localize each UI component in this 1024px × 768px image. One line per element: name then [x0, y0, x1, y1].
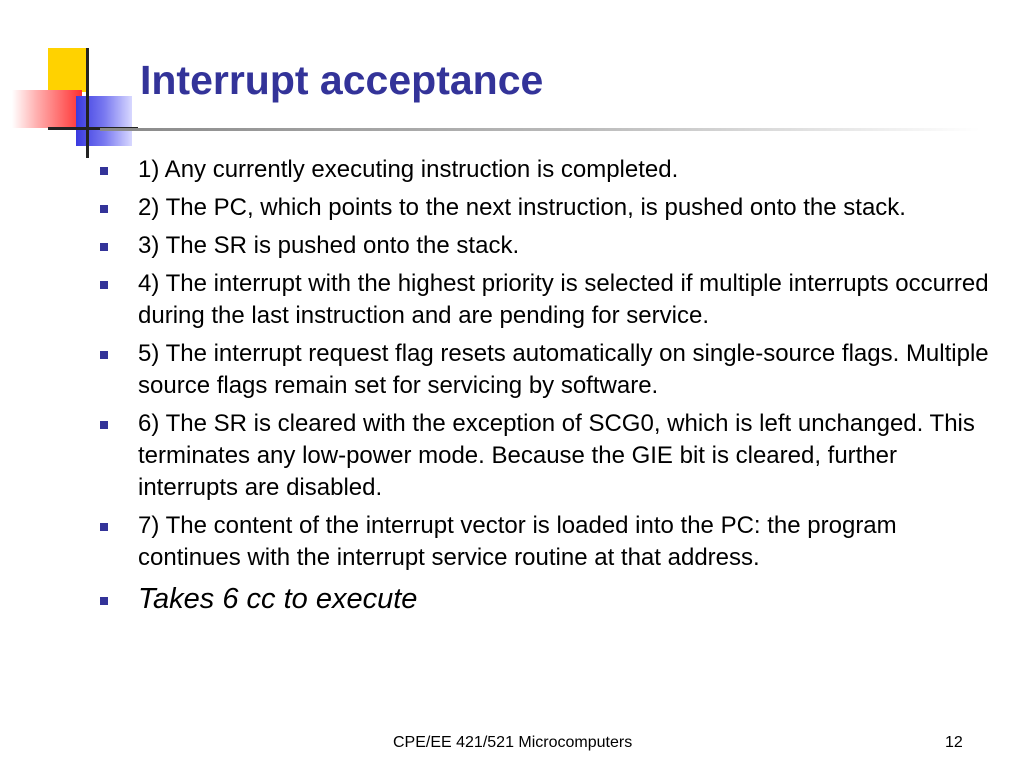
bullet-item [100, 268, 1000, 332]
bullet-square-icon [100, 205, 108, 213]
bullet-item [100, 154, 1000, 186]
bullet-square-icon [100, 597, 108, 605]
slide-title: Interrupt acceptance [140, 57, 544, 103]
bullet-item [100, 408, 1000, 504]
slide-logo-decoration [0, 0, 140, 160]
bullet-square-icon [100, 421, 108, 429]
bullet-square-icon [100, 523, 108, 531]
bullet-square-icon [100, 243, 108, 251]
bullet-square-icon [100, 167, 108, 175]
bullet-text: 3) The SR is pushed onto the stack. [138, 232, 520, 259]
bullet-square-icon [100, 351, 108, 359]
bullet-item [100, 338, 1000, 402]
bullet-item [100, 230, 1000, 262]
bullet-list [100, 154, 1000, 624]
logo-blue-square [76, 96, 132, 146]
bullet-text: 7) The content of the interrupt vector is loaded into the PC: the program continues with the interrupt service routine at that address. [138, 512, 897, 571]
title-underline [100, 128, 980, 131]
logo-red-bar [12, 90, 82, 128]
bullet-text: 4) The interrupt with the highest priority is selected if multiple interrupts occurred during the last instruction and are pending for service. [138, 270, 989, 329]
footer-course: CPE/EE 421/521 Microcomputers [393, 734, 633, 751]
bullet-text: 1) Any currently executing instruction is completed. [138, 156, 679, 183]
bullet-text: 5) The interrupt request flag resets automatically on single-source flags. Multiple source flags remain set for servicing by software. [138, 340, 989, 399]
logo-yellow-square [48, 48, 88, 92]
bullet-text: Takes 6 cc to execute [138, 583, 418, 615]
bullet-text: 6) The SR is cleared with the exception of SCG0, which is left unchanged. This terminates any low-power mode. Because the GIE bit is cleared, further interrupts are disabled. [138, 410, 975, 501]
bullet-text: 2) The PC, which points to the next instruction, is pushed onto the stack. [138, 194, 906, 221]
bullet-item [100, 192, 1000, 224]
logo-vertical-line [86, 48, 89, 158]
footer-page-number: 12 [945, 734, 963, 751]
bullet-item-emphasis [100, 580, 1000, 618]
bullet-square-icon [100, 281, 108, 289]
bullet-item [100, 510, 1000, 574]
